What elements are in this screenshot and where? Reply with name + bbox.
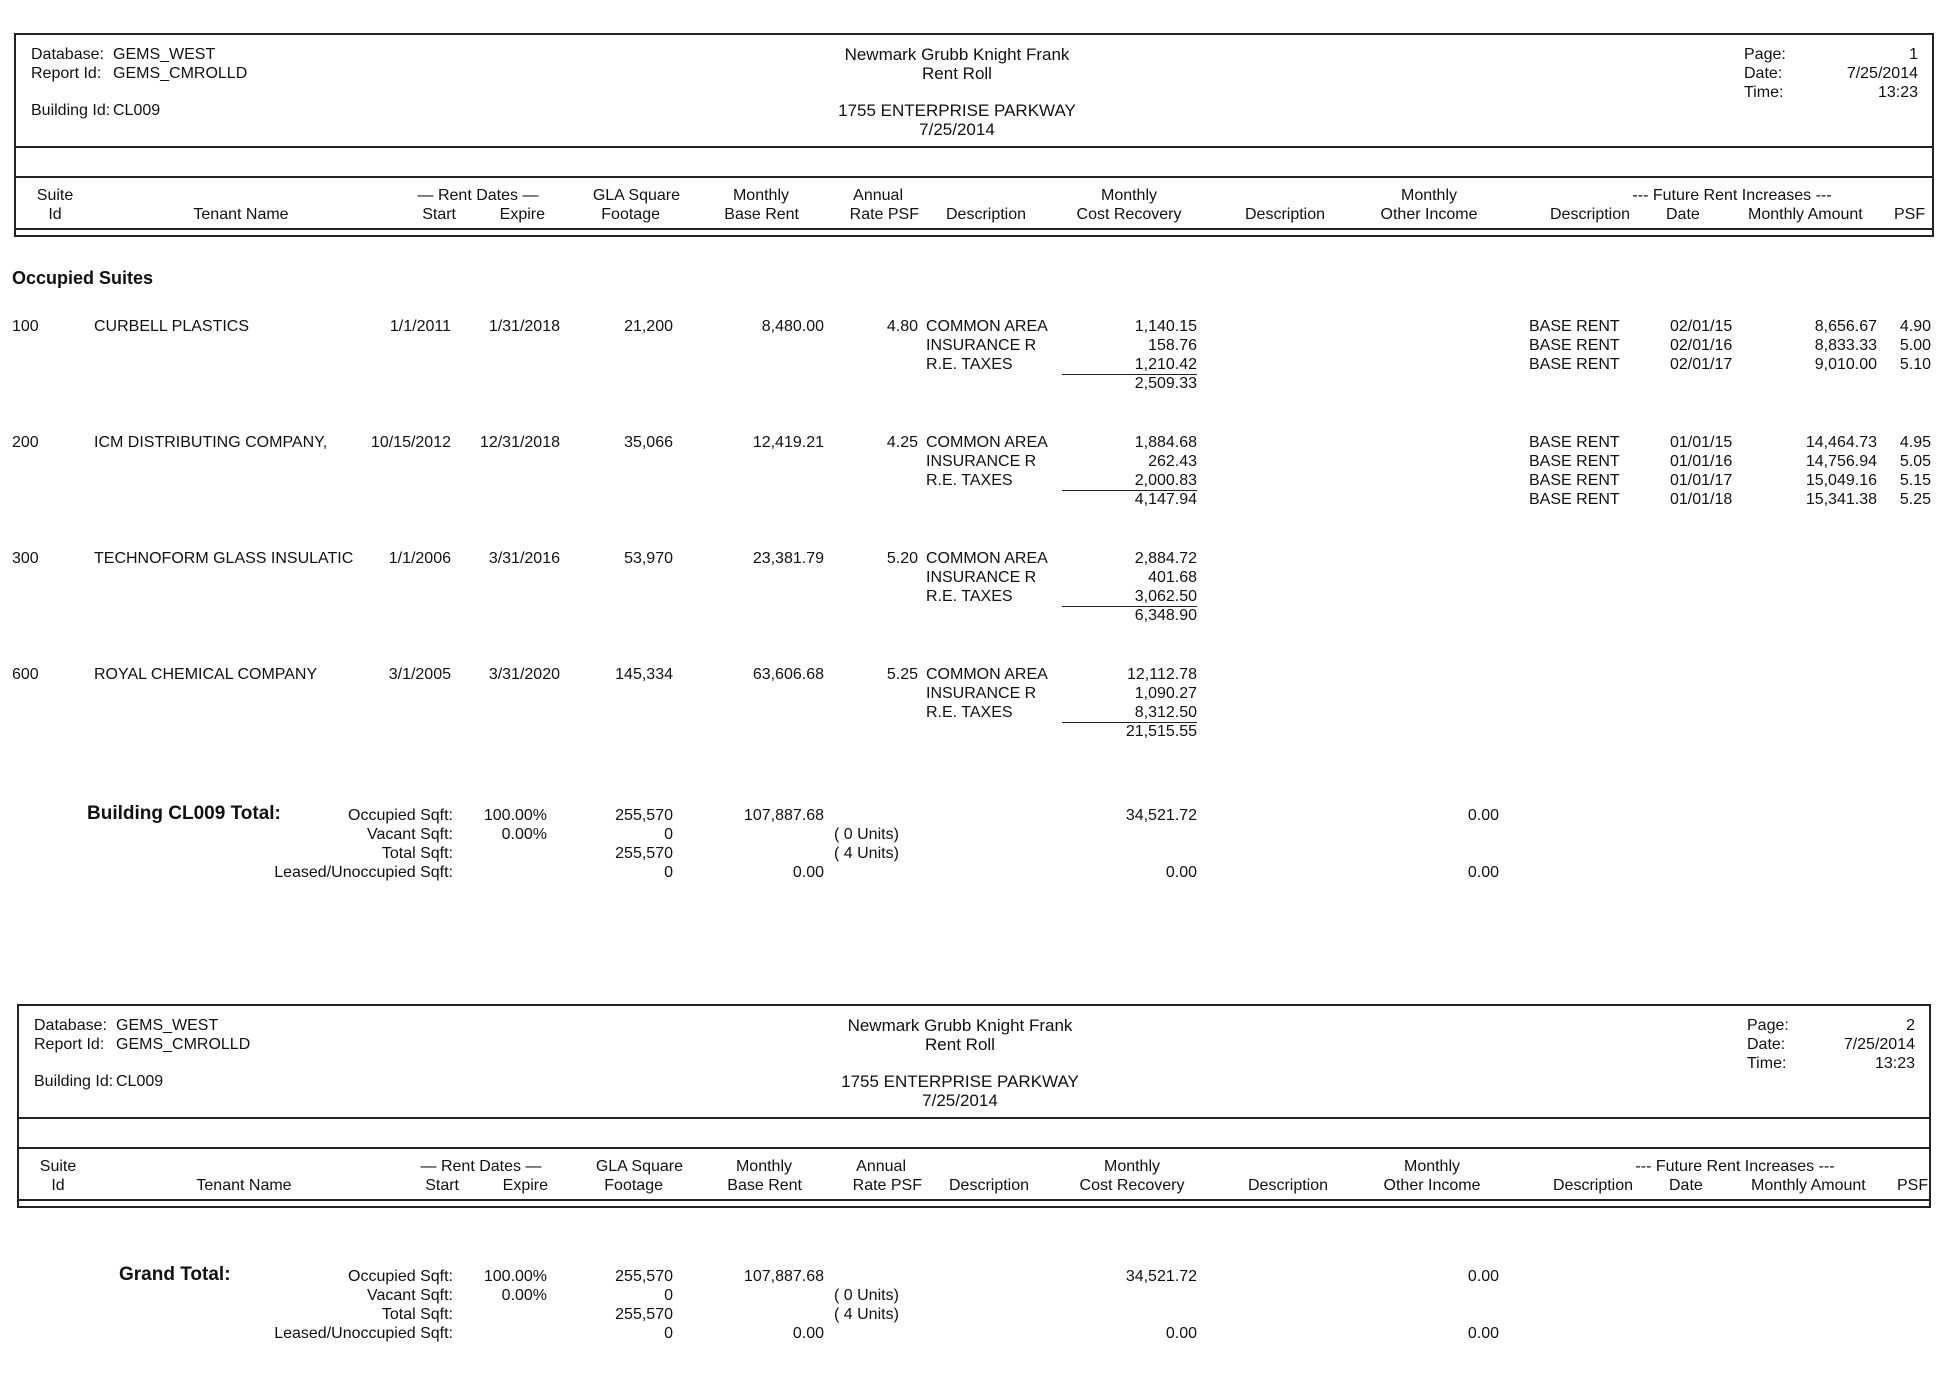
col-cost-recovery: Cost Recovery	[1079, 1177, 1185, 1194]
future-date: 01/01/15	[1670, 434, 1733, 451]
col-future-rent-increases: --- Future Rent Increases ---	[1632, 187, 1832, 204]
monthly-base-rent: 63,606.68	[752, 666, 824, 683]
vacant-sqft: 0	[664, 826, 673, 843]
property-address: 1755 ENTERPRISE PARKWAY	[841, 1072, 1079, 1091]
future-description: BASE RENT	[1529, 472, 1620, 489]
col-base-rent: Base Rent	[727, 1177, 802, 1194]
charge-description: COMMON AREA	[926, 434, 1048, 451]
occupied-sqft-label: Occupied Sqft:	[348, 807, 453, 824]
col-annual: Annual	[856, 1158, 906, 1175]
col-description: Description	[949, 1177, 1030, 1194]
col-monthly-other: Monthly	[1403, 1158, 1461, 1175]
occupied-sqft-label: Occupied Sqft:	[348, 1268, 453, 1285]
total-sqft: 255,570	[615, 845, 673, 862]
charge-description: R.E. TAXES	[926, 356, 1013, 373]
future-amount: 8,656.67	[1814, 318, 1877, 335]
future-description: BASE RENT	[1529, 318, 1620, 335]
leased-unoccupied-other: 0.00	[1467, 1325, 1499, 1342]
time-label: Time:	[1747, 1055, 1787, 1072]
report-title: Rent Roll	[925, 1035, 995, 1054]
charge-amount: 401.68	[1148, 569, 1197, 586]
lease-start: 10/15/2012	[370, 434, 451, 451]
vacant-sqft: 0	[664, 1287, 673, 1304]
col-expire: Expire	[499, 206, 545, 223]
charge-amount: 158.76	[1148, 337, 1197, 354]
header-divider	[16, 146, 1932, 148]
future-date: 01/01/17	[1670, 472, 1733, 489]
col-tenant-name: Tenant Name	[196, 1177, 292, 1194]
charge-amount: 3,062.50	[1134, 588, 1197, 605]
charge-amount: 1,210.42	[1134, 356, 1197, 373]
column-divider	[16, 228, 1932, 230]
charge-amount: 8,312.50	[1134, 704, 1197, 721]
charge-amount: 1,884.68	[1134, 434, 1197, 451]
future-description: BASE RENT	[1529, 453, 1620, 470]
vacant-units: ( 0 Units)	[834, 826, 899, 843]
column-divider	[19, 1199, 1929, 1201]
future-psf: 5.00	[1899, 337, 1931, 354]
total-cost-recovery: 34,521.72	[1125, 807, 1197, 824]
future-date: 01/01/18	[1670, 491, 1733, 508]
col-monthly: Monthly	[735, 1158, 792, 1175]
col-footage: Footage	[604, 1177, 663, 1194]
total-sqft-label: Total Sqft:	[381, 1306, 453, 1323]
col-other-income: Other Income	[1380, 206, 1478, 223]
tenant-name: ICM DISTRIBUTING COMPANY,	[94, 434, 328, 451]
occupied-sqft: 255,570	[615, 807, 673, 824]
future-date: 01/01/16	[1670, 453, 1733, 470]
charge-description: COMMON AREA	[926, 318, 1048, 335]
future-description: BASE RENT	[1529, 434, 1620, 451]
total-sqft-label: Total Sqft:	[381, 845, 453, 862]
vacant-units: ( 0 Units)	[834, 1287, 899, 1304]
cost-recovery-total: 4,147.94	[1134, 491, 1197, 508]
report-id-label: Report Id:	[34, 1036, 105, 1053]
monthly-base-rent: 12,419.21	[752, 434, 824, 451]
future-date: 02/01/17	[1670, 356, 1733, 373]
future-psf: 5.10	[1899, 356, 1931, 373]
future-amount: 14,464.73	[1805, 434, 1877, 451]
date-value: 7/25/2014	[1846, 65, 1918, 82]
company-name: Newmark Grubb Knight Frank	[844, 45, 1070, 64]
report-date: 7/25/2014	[919, 120, 995, 139]
col-future-psf: PSF	[1897, 1177, 1929, 1194]
header-divider	[19, 1117, 1929, 1119]
cost-recovery-total: 2,509.33	[1134, 375, 1197, 392]
lease-expire: 12/31/2018	[479, 434, 560, 451]
charge-amount: 262.43	[1148, 453, 1197, 470]
leased-unoccupied-label: Leased/Unoccupied Sqft:	[274, 1325, 453, 1342]
report-id-label: Report Id:	[31, 65, 102, 82]
col-suite: Suite	[39, 1158, 77, 1175]
database-value: GEMS_WEST	[116, 1017, 219, 1034]
charge-description: INSURANCE R	[926, 337, 1037, 354]
leased-unoccupied-base: 0.00	[792, 864, 824, 881]
future-description: BASE RENT	[1529, 356, 1620, 373]
charge-description: INSURANCE R	[926, 569, 1037, 586]
col-future-description: Description	[1550, 206, 1631, 223]
col-future-amount: Monthly Amount	[1748, 206, 1863, 223]
lease-expire: 3/31/2016	[488, 550, 560, 567]
total-label: Grand Total:	[119, 1264, 231, 1285]
lease-start: 3/1/2005	[388, 666, 451, 683]
future-amount: 14,756.94	[1805, 453, 1877, 470]
future-psf: 4.90	[1899, 318, 1931, 335]
gla-sqft: 21,200	[624, 318, 673, 335]
col-future-rent-increases: --- Future Rent Increases ---	[1635, 1158, 1835, 1175]
total-other-income: 0.00	[1467, 1268, 1499, 1285]
future-amount: 9,010.00	[1814, 356, 1877, 373]
building-id-label: Building Id:	[31, 102, 111, 119]
charge-description: R.E. TAXES	[926, 704, 1013, 721]
page-number: 1	[1909, 46, 1918, 63]
database-value: GEMS_WEST	[113, 46, 216, 63]
charge-description: INSURANCE R	[926, 685, 1037, 702]
suite-id: 200	[12, 434, 39, 451]
future-amount: 8,833.33	[1814, 337, 1877, 354]
leased-unoccupied-label: Leased/Unoccupied Sqft:	[274, 864, 453, 881]
charge-amount: 1,090.27	[1134, 685, 1197, 702]
charge-description: COMMON AREA	[926, 666, 1048, 683]
future-date: 02/01/15	[1670, 318, 1733, 335]
gla-sqft: 35,066	[624, 434, 673, 451]
tenant-name: CURBELL PLASTICS	[94, 318, 250, 335]
total-sqft: 255,570	[615, 1306, 673, 1323]
col-gla: GLA Square	[595, 1158, 683, 1175]
charge-amount: 12,112.78	[1127, 666, 1197, 683]
vacant-pct: 0.00%	[501, 826, 547, 843]
col-rate-psf: Rate PSF	[852, 1177, 922, 1194]
total-units: ( 4 Units)	[834, 1306, 899, 1323]
col-future-date: Date	[1669, 1177, 1703, 1194]
tenant-name: ROYAL CHEMICAL COMPANY	[94, 666, 318, 683]
col-future-description: Description	[1553, 1177, 1634, 1194]
vacant-sqft-label: Vacant Sqft:	[367, 1287, 453, 1304]
suite-id: 100	[12, 318, 39, 335]
date-label: Date:	[1744, 65, 1783, 82]
leased-unoccupied-sqft: 0	[664, 1325, 673, 1342]
company-name: Newmark Grubb Knight Frank	[847, 1016, 1073, 1035]
database-label: Database:	[31, 46, 104, 63]
monthly-base-rent: 23,381.79	[752, 550, 824, 567]
total-cost-recovery: 34,521.72	[1125, 1268, 1197, 1285]
lease-expire: 3/31/2020	[488, 666, 560, 683]
col-suite-id: Id	[51, 1177, 65, 1194]
col-base-rent: Base Rent	[724, 206, 799, 223]
future-amount: 15,049.16	[1805, 472, 1877, 489]
lease-start: 1/1/2011	[389, 318, 451, 335]
occupied-sqft: 255,570	[615, 1268, 673, 1285]
col-future-date: Date	[1666, 206, 1700, 223]
suite-id: 300	[12, 550, 39, 567]
time-value: 13:23	[1874, 1055, 1915, 1072]
lease-expire: 1/31/2018	[488, 318, 560, 335]
col-start: Start	[425, 1177, 459, 1194]
future-psf: 4.95	[1899, 434, 1931, 451]
leased-unoccupied-sqft: 0	[664, 864, 673, 881]
total-other-income: 0.00	[1467, 807, 1499, 824]
future-description: BASE RENT	[1529, 337, 1620, 354]
col-cost-recovery: Cost Recovery	[1076, 206, 1182, 223]
gla-sqft: 145,334	[615, 666, 673, 683]
property-address: 1755 ENTERPRISE PARKWAY	[838, 101, 1076, 120]
page-label: Page:	[1747, 1017, 1789, 1034]
col-start: Start	[422, 206, 456, 223]
leased-unoccupied-cost: 0.00	[1165, 1325, 1197, 1342]
database-label: Database:	[34, 1017, 107, 1034]
total-label: Building CL009 Total:	[87, 803, 281, 824]
col-description-2: Description	[1248, 1177, 1329, 1194]
vacant-sqft-label: Vacant Sqft:	[367, 826, 453, 843]
building-id-value: CL009	[116, 1073, 164, 1090]
col-footage: Footage	[601, 206, 660, 223]
charge-amount: 1,140.15	[1134, 318, 1197, 335]
col-monthly-cost: Monthly	[1100, 187, 1158, 204]
col-monthly-other: Monthly	[1400, 187, 1458, 204]
page-label: Page:	[1744, 46, 1786, 63]
time-value: 13:23	[1877, 84, 1918, 101]
leased-unoccupied-base: 0.00	[792, 1325, 824, 1342]
charge-description: INSURANCE R	[926, 453, 1037, 470]
leased-unoccupied-other: 0.00	[1467, 864, 1499, 881]
charge-description: COMMON AREA	[926, 550, 1048, 567]
col-description: Description	[946, 206, 1027, 223]
annual-rate-psf: 5.25	[886, 666, 918, 683]
col-annual: Annual	[853, 187, 903, 204]
future-psf: 5.05	[1899, 453, 1931, 470]
future-amount: 15,341.38	[1805, 491, 1877, 508]
building-id-value: CL009	[113, 102, 161, 119]
future-psf: 5.25	[1899, 491, 1931, 508]
report-title: Rent Roll	[922, 64, 992, 83]
building-id-label: Building Id:	[34, 1073, 114, 1090]
col-rent-dates: — Rent Dates —	[420, 1158, 542, 1175]
col-rate-psf: Rate PSF	[849, 206, 919, 223]
report-date: 7/25/2014	[922, 1091, 998, 1110]
tenant-name: TECHNOFORM GLASS INSULATIC	[94, 550, 354, 567]
future-description: BASE RENT	[1529, 491, 1620, 508]
total-units: ( 4 Units)	[834, 845, 899, 862]
col-tenant-name: Tenant Name	[193, 206, 289, 223]
total-base-rent: 107,887.68	[743, 1268, 824, 1285]
annual-rate-psf: 4.25	[886, 434, 918, 451]
suite-id: 600	[12, 666, 39, 683]
section-occupied-suites: Occupied Suites	[12, 268, 154, 288]
monthly-base-rent: 8,480.00	[761, 318, 824, 335]
col-suite-id: Id	[48, 206, 62, 223]
charge-amount: 2,884.72	[1134, 550, 1197, 567]
annual-rate-psf: 5.20	[886, 550, 918, 567]
future-date: 02/01/16	[1670, 337, 1733, 354]
date-value: 7/25/2014	[1843, 1036, 1915, 1053]
col-monthly: Monthly	[732, 187, 789, 204]
col-rent-dates: — Rent Dates —	[417, 187, 539, 204]
occupied-pct: 100.00%	[483, 1268, 547, 1285]
charge-description: R.E. TAXES	[926, 588, 1013, 605]
charge-description: R.E. TAXES	[926, 472, 1013, 489]
col-expire: Expire	[502, 1177, 548, 1194]
gla-sqft: 53,970	[624, 550, 673, 567]
lease-start: 1/1/2006	[388, 550, 451, 567]
cost-recovery-total: 21,515.55	[1125, 723, 1197, 740]
col-future-psf: PSF	[1894, 206, 1926, 223]
col-gla: GLA Square	[592, 187, 680, 204]
annual-rate-psf: 4.80	[886, 318, 918, 335]
report-id-value: GEMS_CMROLLD	[113, 65, 248, 82]
leased-unoccupied-cost: 0.00	[1165, 864, 1197, 881]
page-number: 2	[1906, 1017, 1915, 1034]
total-base-rent: 107,887.68	[743, 807, 824, 824]
col-other-income: Other Income	[1383, 1177, 1481, 1194]
future-psf: 5.15	[1899, 472, 1931, 489]
report-id-value: GEMS_CMROLLD	[116, 1036, 251, 1053]
col-suite: Suite	[36, 187, 74, 204]
col-description-2: Description	[1245, 206, 1326, 223]
col-future-amount: Monthly Amount	[1751, 1177, 1866, 1194]
col-monthly-cost: Monthly	[1103, 1158, 1161, 1175]
date-label: Date:	[1747, 1036, 1786, 1053]
vacant-pct: 0.00%	[501, 1287, 547, 1304]
occupied-pct: 100.00%	[483, 807, 547, 824]
charge-amount: 2,000.83	[1134, 472, 1197, 489]
time-label: Time:	[1744, 84, 1784, 101]
cost-recovery-total: 6,348.90	[1134, 607, 1197, 624]
